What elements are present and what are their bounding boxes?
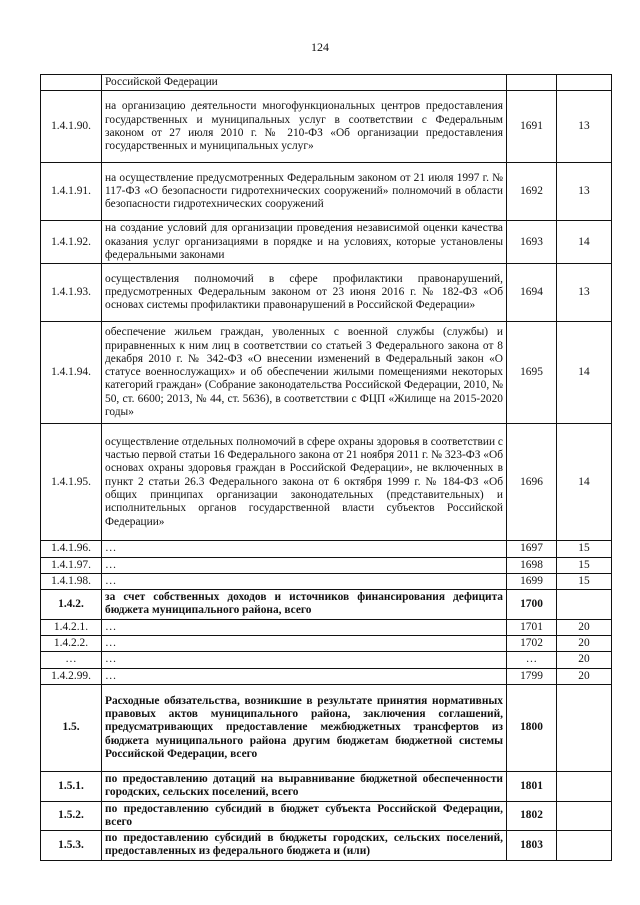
row-section-cell xyxy=(557,684,612,771)
row-line-code-cell: 1702 xyxy=(507,636,557,652)
row-line-code-cell: 1696 xyxy=(507,424,557,541)
table-row xyxy=(41,163,612,221)
table-row xyxy=(41,801,612,831)
row-code-cell: 1.4.2.1. xyxy=(41,619,102,635)
row-section-cell: 15 xyxy=(557,573,612,589)
row-code-cell: 1.4.1.94. xyxy=(41,322,102,424)
table-row xyxy=(41,771,612,801)
row-code-cell: 1.4.1.97. xyxy=(41,557,102,573)
row-description-cell: за счет собственных доходов и источников финансирования дефицита бюджета муниципального района, всего xyxy=(102,590,507,620)
table-row xyxy=(41,573,612,589)
row-line-code-cell: 1799 xyxy=(507,668,557,684)
table-row xyxy=(41,322,612,424)
row-line-code-cell: 1692 xyxy=(507,163,557,221)
row-section-cell xyxy=(557,75,612,91)
row-code-cell: 1.4.1.93. xyxy=(41,264,102,322)
row-code-cell: 1.4.2.2. xyxy=(41,636,102,652)
row-description-cell: … xyxy=(102,652,507,668)
row-description-cell: на осуществление предусмотренных Федеральным законом от 21 июля 1997 г. № 117-ФЗ «О безопасности гидротехнических сооружений» полномочий в области безопасности гидротехнических сооружений xyxy=(102,163,507,221)
row-description-cell: обеспечение жильем граждан, уволенных с военной службы (службы) и приравненных к ним лиц в соответствии со статьей 3 Федерального закона от 8 декабря 2010 г. № 342-ФЗ «О внесении изменений в Федеральный закон «О статусе военнослужащих» и об обеспечении жилыми помещениями некоторых категорий граждан» (Собрание законодательства Российской Федерации, 2010, № 50, ст. 6600; 2013, № 44, ст. 5636), в соответствии с ФЦП «Жилище на 2015-2020 годы» xyxy=(102,322,507,424)
row-section-cell: 14 xyxy=(557,322,612,424)
row-line-code-cell: 1698 xyxy=(507,557,557,573)
row-line-code-cell: 1803 xyxy=(507,831,557,861)
row-line-code-cell: 1695 xyxy=(507,322,557,424)
row-section-cell: 13 xyxy=(557,91,612,163)
row-code-cell: 1.4.1.96. xyxy=(41,541,102,557)
row-section-cell: 14 xyxy=(557,424,612,541)
page-number: 124 xyxy=(311,40,329,54)
row-section-cell xyxy=(557,590,612,620)
row-line-code-cell: 1699 xyxy=(507,573,557,589)
row-section-cell xyxy=(557,801,612,831)
row-code-cell: 1.4.1.90. xyxy=(41,91,102,163)
row-description-cell: … xyxy=(102,557,507,573)
row-line-code-cell: 1694 xyxy=(507,264,557,322)
row-section-cell: 20 xyxy=(557,636,612,652)
row-code-cell: 1.4.2.99. xyxy=(41,668,102,684)
row-description-cell: … xyxy=(102,573,507,589)
row-code-cell: … xyxy=(41,652,102,668)
row-description-cell: Российской Федерации xyxy=(102,75,507,91)
row-description-cell: на организацию деятельности многофункциональных центров предоставления государственных и муниципальных услуг в соответствии с Федеральным законом от 27 июля 2010 г. № 210-ФЗ «Об организации предоставления государственных и муниципальных услуг» xyxy=(102,91,507,163)
row-description-cell: на создание условий для организации проведения независимой оценки качества оказания услуг организациями в порядке и на условиях, которые установлены федеральными законами xyxy=(102,221,507,264)
table-row xyxy=(41,619,612,635)
row-section-cell: 20 xyxy=(557,668,612,684)
row-section-cell: 13 xyxy=(557,264,612,322)
table-row xyxy=(41,636,612,652)
row-code-cell: 1.4.1.98. xyxy=(41,573,102,589)
table-row xyxy=(41,684,612,771)
row-line-code-cell: 1802 xyxy=(507,801,557,831)
row-line-code-cell: 1701 xyxy=(507,619,557,635)
row-section-cell xyxy=(557,771,612,801)
table-row xyxy=(41,541,612,557)
obligations-table xyxy=(40,74,612,861)
row-description-cell: Расходные обязательства, возникшие в результате принятия нормативных правовых актов муниципального района, заключения соглашений, предусматривающих предоставление межбюджетных трансфертов из бюджета муниципального района другим бюджетам бюджетной системы Российской Федерации, всего xyxy=(102,684,507,771)
row-description-cell: по предоставлению субсидий в бюджеты городских, сельских поселений, предоставленных из федерального бюджета и (или) xyxy=(102,831,507,861)
row-code-cell xyxy=(41,75,102,91)
row-code-cell: 1.5. xyxy=(41,684,102,771)
row-section-cell: 15 xyxy=(557,557,612,573)
row-code-cell: 1.4.2. xyxy=(41,590,102,620)
row-line-code-cell: 1700 xyxy=(507,590,557,620)
row-line-code-cell: 1800 xyxy=(507,684,557,771)
row-line-code-cell: 1693 xyxy=(507,221,557,264)
table-row xyxy=(41,652,612,668)
row-section-cell: 20 xyxy=(557,619,612,635)
table-row xyxy=(41,590,612,620)
row-code-cell: 1.4.1.91. xyxy=(41,163,102,221)
row-description-cell: … xyxy=(102,636,507,652)
table-row xyxy=(41,91,612,163)
row-line-code-cell: 1801 xyxy=(507,771,557,801)
table-row xyxy=(41,557,612,573)
row-section-cell: 20 xyxy=(557,652,612,668)
table-row xyxy=(41,75,612,91)
row-description-cell: … xyxy=(102,619,507,635)
row-section-cell xyxy=(557,831,612,861)
row-code-cell: 1.5.2. xyxy=(41,801,102,831)
table-row xyxy=(41,668,612,684)
row-description-cell: осуществления полномочий в сфере профилактики правонарушений, предусмотренных Федеральным законом от 23 июня 2016 г. № 182-ФЗ «Об основах системы профилактики правонарушений в Российской Федерации» xyxy=(102,264,507,322)
row-section-cell: 15 xyxy=(557,541,612,557)
row-code-cell: 1.5.1. xyxy=(41,771,102,801)
row-code-cell: 1.4.1.95. xyxy=(41,424,102,541)
row-line-code-cell: … xyxy=(507,652,557,668)
table-row xyxy=(41,221,612,264)
table-row xyxy=(41,831,612,861)
table-row xyxy=(41,424,612,541)
row-description-cell: … xyxy=(102,541,507,557)
row-description-cell: по предоставлению дотаций на выравнивание бюджетной обеспеченности городских, сельских поселений, всего xyxy=(102,771,507,801)
row-code-cell: 1.5.3. xyxy=(41,831,102,861)
row-line-code-cell: 1691 xyxy=(507,91,557,163)
row-description-cell: … xyxy=(102,668,507,684)
row-section-cell: 14 xyxy=(557,221,612,264)
row-line-code-cell xyxy=(507,75,557,91)
row-section-cell: 13 xyxy=(557,163,612,221)
row-line-code-cell: 1697 xyxy=(507,541,557,557)
row-description-cell: по предоставлению субсидий в бюджет субъекта Российской Федерации, всего xyxy=(102,801,507,831)
table-row xyxy=(41,264,612,322)
row-description-cell: осуществление отдельных полномочий в сфере охраны здоровья в соответствии с частью первой статьи 16 Федерального закона от 21 ноября 2011 г. № 323-ФЗ «Об основах охраны здоровья граждан в Российской Федерации», не включенных в пункт 2 статьи 26.3 Федерального закона от 6 октября 1999 г. № 184-ФЗ «Об общих принципах организации законодательных (представительных) и исполнительных органов государственной власти субъектов Российской Федерации» xyxy=(102,424,507,541)
row-code-cell: 1.4.1.92. xyxy=(41,221,102,264)
